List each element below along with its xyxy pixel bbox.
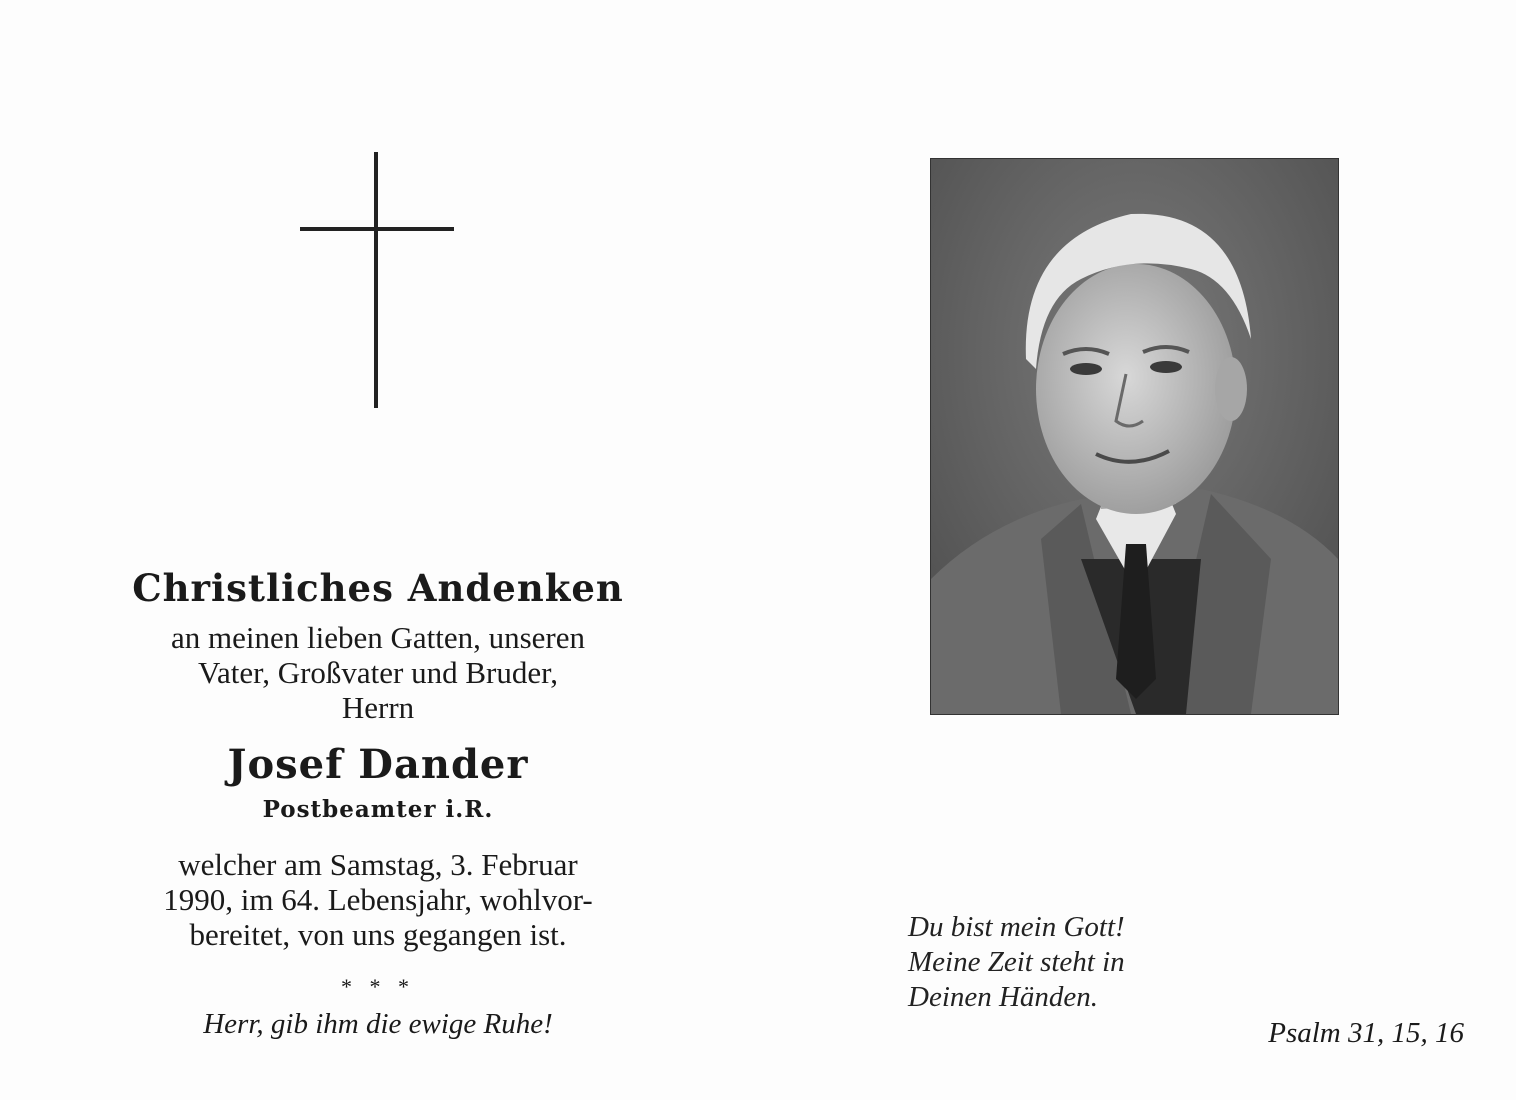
separator: * * * bbox=[341, 974, 415, 999]
quote-line: Du bist mein Gott! bbox=[908, 911, 1125, 943]
intro-line: Herrn bbox=[341, 690, 415, 725]
prayer-line: Herr, gib ihm die ewige Ruhe! bbox=[203, 1008, 553, 1040]
portrait-illustration bbox=[931, 159, 1338, 714]
portrait-photo bbox=[930, 158, 1339, 715]
cross-icon bbox=[298, 152, 456, 410]
death-line: bereitet, von uns gegangen ist. bbox=[189, 917, 567, 952]
psalm-quote bbox=[908, 910, 1308, 1015]
memorial-text bbox=[80, 560, 676, 1042]
death-notice bbox=[80, 847, 676, 952]
intro-text bbox=[80, 620, 676, 725]
intro-line: an meinen lieben Gatten, unseren bbox=[170, 620, 586, 655]
deceased-name: Josef Dander bbox=[227, 741, 529, 788]
intro-line: Vater, Großvater und Bruder, bbox=[198, 655, 558, 690]
death-line: 1990, im 64. Lebensjahr, wohlvor- bbox=[163, 882, 593, 917]
death-line: welcher am Samstag, 3. Februar bbox=[178, 847, 578, 882]
quote-source: Psalm 31, 15, 16 bbox=[1268, 1017, 1464, 1049]
card-title: Christliches Andenken bbox=[132, 566, 624, 610]
deceased-occupation: Postbeamter i.R. bbox=[262, 796, 494, 823]
quote-line: Meine Zeit steht in bbox=[908, 946, 1125, 978]
quote-line: Deinen Händen. bbox=[908, 981, 1099, 1013]
